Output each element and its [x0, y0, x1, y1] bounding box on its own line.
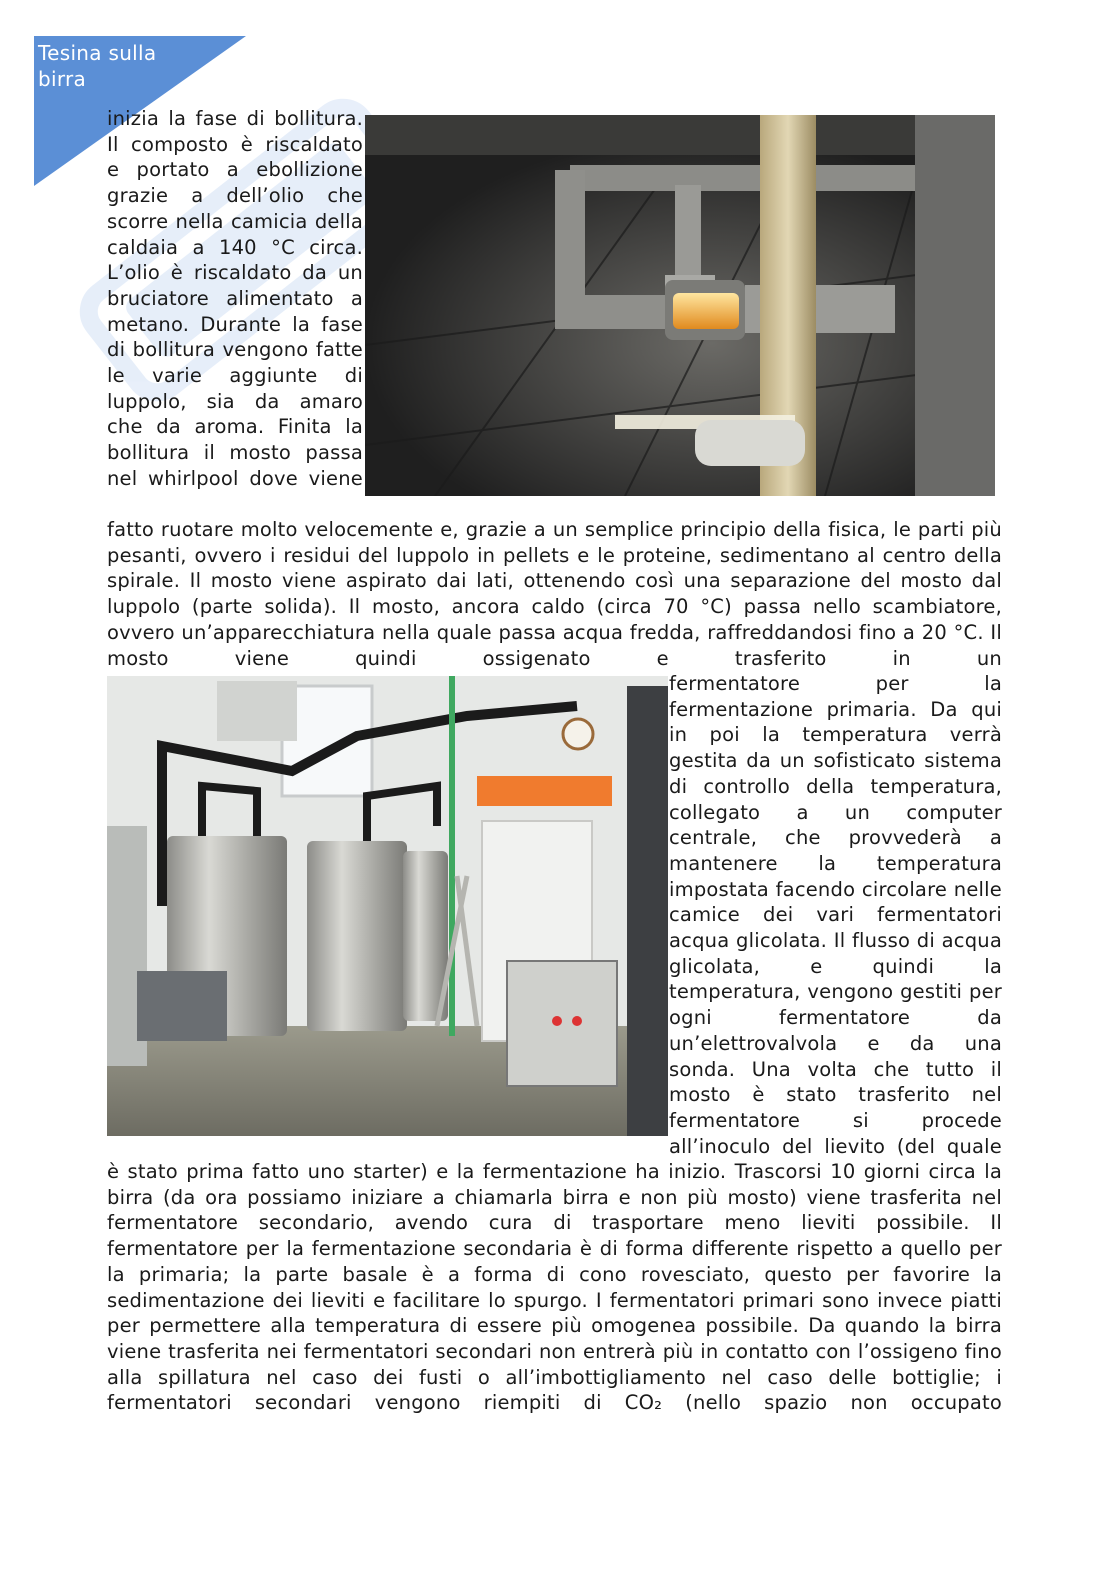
- document-header-title: Tesina sulla birra: [38, 41, 157, 91]
- paragraph-whirlpool: fatto ruotare molto velocemente e, grazie a un semplice principio della fisica, le parti più pesanti, ovvero i residui del luppolo in pellets e le proteine, sedimentano al centro della spirale. Il mosto viene aspirato dai lati, ottenendo così una separazione del mosto dal luppolo (parte solida). Il mosto, ancora caldo (circa 70 °C) passa nello scambiatore, ovvero un’apparecchiatura nella quale passa acqua fredda, raffreddandosi fino a 20 °C. Il mosto viene quindi ossigenato e trasferito in un: [107, 518, 1002, 670]
- paragraph-secondary-fermentation: è stato prima fatto uno starter) e la fermentazione ha inizio. Trascorsi 10 giorni circa la birra (da ora possiamo iniziare a chiamarla birra e non più mosto) viene trasferita nel fermentatore secondario, avendo cura di trasportare meno lieviti possibile. Il fermentatore per la fermentazione secondaria è di forma differente rispetto a quello per la primaria; la parte basale è a forma di cono rovesciato, questo per favorire la sedimentazione dei lieviti e facilitare lo spurgo. I fermentatori primari sono invece piatti per permettere alla temperatura di essere più omogenea possibile. Da quando la birra viene trasferita nei fermentatori secondari non entrerà più in contatto con l’ossigeno fino alla spillatura nel caso dei fusti o all’imbottigliamento nel caso delle bottiglie; i fermentatori secondari vengono riempiti di CO₂ (nello spazio non occupato: [107, 1160, 1002, 1415]
- fermentation-room-photo: [107, 676, 668, 1136]
- paragraph-primary-fermentation: fermentatore per la fermentazione primaria. Da qui in poi la temperatura verrà gestita da un sofisticato sistema di controllo della temperatura, collegato a un computer centrale, che provvederà a mantenere la temperatura impostata facendo circolare nelle camice dei vari fermentatori acqua glicolata. Il flusso di acqua glicolata, e quindi la temperatura, vengono gestiti per ogni fermentatore da un’elettrovalvola e da una sonda. Una volta che tutto il mosto è stato trasferito nel fermentatore si procede all’inoculo del lievito (del quale: [669, 672, 1002, 1158]
- boiler-sight-glass-photo: [365, 115, 995, 496]
- paragraph-boiling-phase: inizia la fase di bollitura. Il composto è riscaldato e portato a ebollizione grazie a dell’olio che scorre nella camicia della caldaia a 140 °C circa. L’olio è riscaldato da un bruciatore alimentato a metano. Durante la fase di bollitura vengono fatte le varie aggiunte di luppolo, sia da amaro che da aroma. Finita la bollitura il mosto passa nel whirlpool dove viene: [107, 107, 363, 490]
